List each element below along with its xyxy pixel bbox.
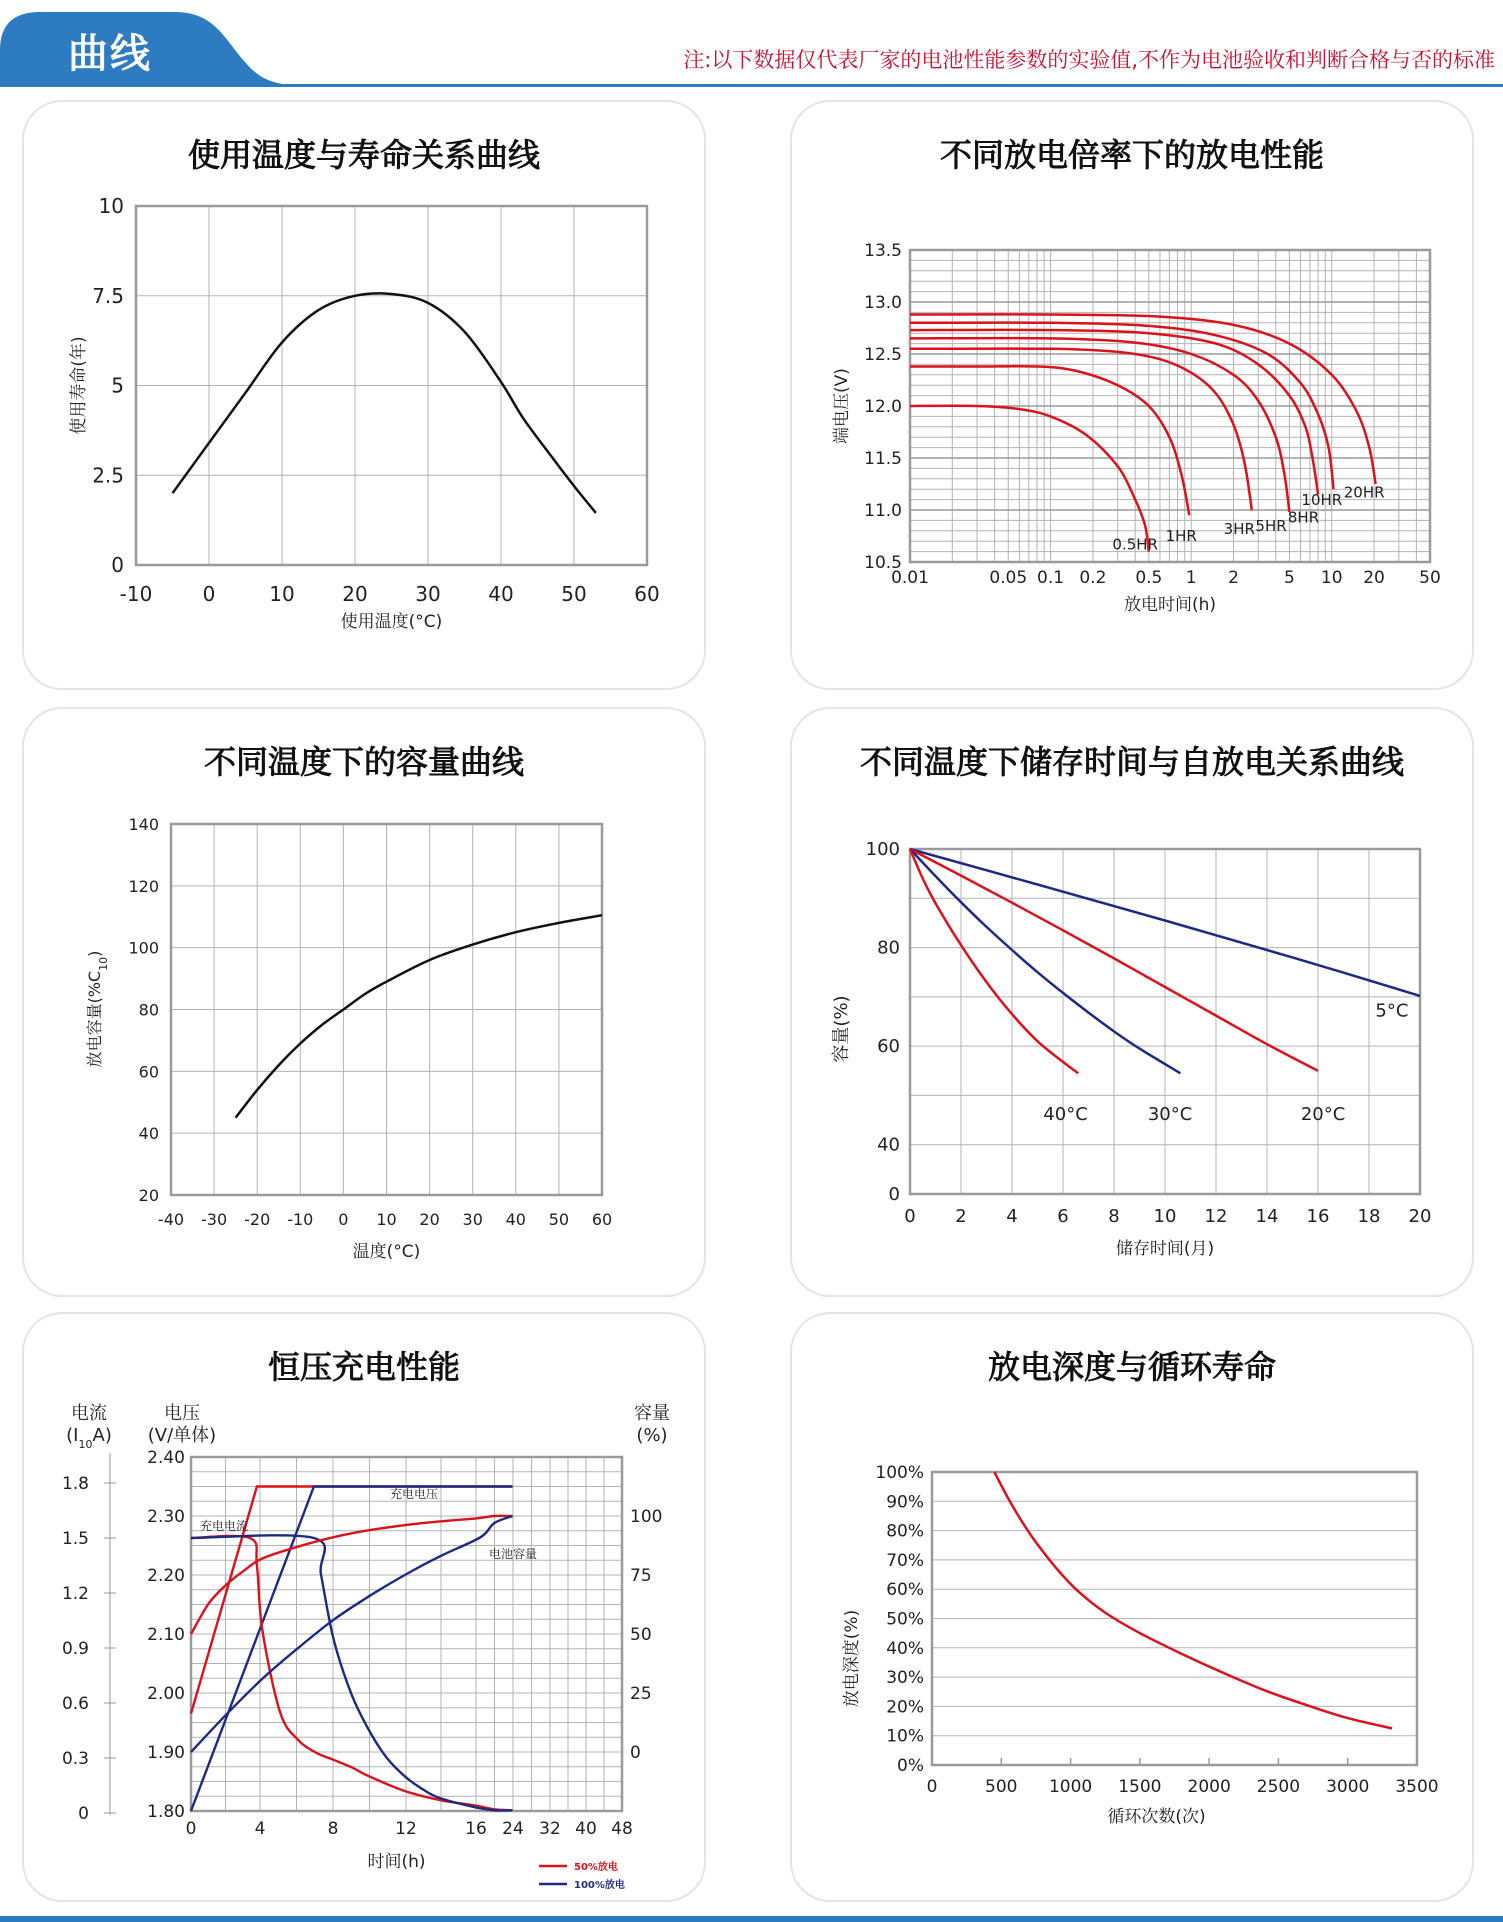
cv-charge-x-tick-label: 40 — [575, 1819, 597, 1839]
dod-cycle-y-tick-label: 70% — [886, 1550, 924, 1571]
temp-life-series-line — [173, 293, 596, 513]
dod-cycle-x-tick-label: 3000 — [1326, 1777, 1370, 1797]
temp-capacity-x-tick-label: -40 — [157, 1210, 185, 1229]
cv-charge-annotation-current: 充电电流 — [200, 1519, 249, 1533]
self-discharge-series-label: 30°C — [1147, 1104, 1193, 1126]
self-discharge-y-tick-label: 40 — [877, 1134, 900, 1156]
cv-charge-x-tick-label: 4 — [254, 1819, 266, 1839]
discharge-rate-y-tick-label: 11.5 — [864, 449, 902, 469]
dod-cycle-y-tick-label: 30% — [886, 1668, 924, 1689]
dod-cycle-y-tick-label: 40% — [886, 1638, 924, 1659]
temp-capacity-x-tick-label: 10 — [376, 1210, 397, 1229]
self-discharge-series-label: 20°C — [1300, 1104, 1346, 1126]
temp-life-x-tick-label: 30 — [415, 582, 441, 606]
temp-capacity-x-axis-label: 温度(°C) — [352, 1242, 421, 1262]
self-discharge-series-label: 5°C — [1375, 1000, 1409, 1022]
cv-charge-current-tick-label: 1.5 — [61, 1529, 89, 1549]
card-temp-capacity — [22, 707, 706, 1297]
self-discharge-x-tick-label: 16 — [1306, 1206, 1330, 1227]
self-discharge-x-tick-label: 20 — [1408, 1206, 1432, 1227]
cv-charge-x-tick-label: 24 — [502, 1819, 524, 1839]
self-discharge-y-tick-label: 0 — [888, 1184, 900, 1205]
discharge-rate-y-axis-label: 端电压(V) — [832, 368, 852, 444]
cv-charge-x-tick-label: 12 — [395, 1819, 417, 1839]
cv-charge-x-tick-label: 8 — [327, 1819, 339, 1839]
card-temp-life — [22, 100, 706, 690]
self-discharge-y-tick-label: 80 — [877, 937, 900, 959]
dod-cycle-x-tick-label: 500 — [985, 1777, 1018, 1797]
self-discharge-x-tick-label: 8 — [1108, 1206, 1120, 1227]
discharge-rate-series-label: 20HR — [1343, 483, 1385, 502]
chart-title-cv-charge: 恒压充电性能 — [267, 1348, 460, 1386]
temp-life-y-tick-label: 2.5 — [92, 463, 124, 488]
discharge-rate-x-axis-label: 放电时间(h) — [1123, 595, 1217, 615]
chart-discharge-rate — [792, 102, 1476, 692]
cv-charge-annotation-capacity: 电池容量 — [489, 1547, 538, 1561]
cv-charge-current-tick-label: 1.8 — [61, 1474, 89, 1494]
cv-charge-voltage-tick-label: 1.90 — [147, 1743, 185, 1763]
temp-capacity-x-tick-label: 30 — [462, 1210, 483, 1229]
cv-charge-x-tick-label: 0 — [185, 1819, 197, 1839]
cv-charge-x-tick-label: 32 — [539, 1819, 561, 1839]
temp-life-y-tick-label: 10 — [98, 194, 124, 218]
cv-charge-current-tick-label: 0.3 — [61, 1749, 89, 1769]
self-discharge-x-tick-label: 14 — [1255, 1206, 1279, 1227]
self-discharge-x-tick-label: 0 — [904, 1206, 916, 1227]
disclaimer-note: 注:以下数据仅代表厂家的电池性能参数的实验值,不作为电池验收和判断合格与否的标准 — [683, 48, 1495, 72]
dod-cycle-x-tick-label: 1000 — [1048, 1777, 1093, 1797]
discharge-rate-y-tick-label: 12.0 — [864, 397, 902, 417]
self-discharge-y-axis-label: 容量(%) — [831, 995, 852, 1063]
self-discharge-y-tick-label: 100 — [865, 839, 900, 860]
dod-cycle-y-tick-label: 50% — [886, 1609, 924, 1630]
self-discharge-x-tick-label: 4 — [1006, 1206, 1018, 1227]
temp-capacity-y-tick-label: 60 — [138, 1062, 159, 1082]
dod-cycle-y-axis-label: 放电深度(%) — [842, 1609, 862, 1708]
cv-charge-current-axis-unit-part: A) — [92, 1425, 112, 1446]
self-discharge-x-tick-label: 6 — [1057, 1206, 1069, 1227]
cv-charge-capacity-axis-unit: (%) — [636, 1425, 668, 1446]
discharge-rate-x-tick-label: 0.5 — [1135, 568, 1163, 588]
cv-charge-current-tick-label: 0 — [78, 1804, 89, 1824]
temp-life-x-tick-label: 20 — [342, 582, 368, 606]
cv-charge-voltage-tick-label: 2.40 — [147, 1448, 185, 1468]
chart-title-dod-cycle: 放电深度与循环寿命 — [987, 1348, 1276, 1386]
chart-title-temp-capacity: 不同温度下的容量曲线 — [203, 743, 524, 781]
self-discharge-y-tick-label: 60 — [877, 1036, 900, 1058]
cv-charge-capacity-tick-label: 75 — [630, 1566, 652, 1586]
temp-life-x-tick-label: -10 — [119, 582, 153, 606]
cv-charge-voltage-axis-unit: (V/单体) — [147, 1425, 217, 1446]
cv-charge-capacity-tick-label: 100 — [630, 1507, 663, 1527]
discharge-rate-x-tick-label: 2 — [1228, 568, 1239, 588]
temp-capacity-x-tick-label: -10 — [287, 1210, 314, 1229]
temp-capacity-y-tick-label: 80 — [138, 1000, 159, 1020]
temp-capacity-x-tick-label: 50 — [548, 1210, 570, 1229]
temp-capacity-y-tick-label: 120 — [128, 876, 159, 896]
dod-cycle-x-tick-label: 1500 — [1118, 1777, 1162, 1797]
cv-charge-current-tick-label: 0.9 — [61, 1639, 89, 1659]
page-header — [0, 0, 1503, 90]
dod-cycle-x-axis-label: 循环次数(次) — [1107, 1807, 1206, 1827]
dod-cycle-y-tick-label: 10% — [886, 1726, 924, 1747]
temp-life-y-tick-label: 5 — [111, 373, 124, 398]
temp-capacity-y-axis-label-end: ) — [85, 950, 104, 957]
temp-capacity-series-line — [236, 915, 602, 1117]
self-discharge-x-tick-label: 18 — [1357, 1206, 1381, 1227]
discharge-rate-x-tick-label: 0.1 — [1037, 568, 1065, 588]
chart-title-discharge-rate: 不同放电倍率下的放电性能 — [939, 136, 1324, 174]
temp-life-x-tick-label: 40 — [488, 582, 514, 606]
cv-charge-current-tick-label: 1.2 — [61, 1584, 89, 1604]
cv-charge-capacity-axis-title: 容量 — [634, 1403, 670, 1424]
cv-charge-capacity-tick-label: 25 — [630, 1684, 652, 1704]
temp-capacity-y-tick-label: 40 — [138, 1124, 159, 1144]
cv-charge-x-tick-label: 48 — [611, 1819, 633, 1839]
temp-capacity-x-tick-label: 60 — [591, 1210, 613, 1229]
discharge-rate-y-tick-label: 12.5 — [864, 345, 902, 365]
temp-capacity-y-tick-label: 100 — [128, 938, 159, 958]
cv-charge-series-电流-100% — [191, 1535, 513, 1810]
self-discharge-x-tick-label: 2 — [955, 1206, 967, 1227]
cv-charge-voltage-tick-label: 2.30 — [147, 1507, 185, 1527]
temp-life-x-tick-label: 60 — [634, 582, 660, 606]
temp-life-x-tick-label: 10 — [269, 582, 295, 606]
dod-cycle-x-tick-label: 3500 — [1395, 1777, 1439, 1797]
card-cv-charge — [22, 1312, 706, 1902]
dod-cycle-y-tick-label: 80% — [886, 1521, 924, 1542]
chart-dod-cycle — [792, 1314, 1476, 1904]
chart-self-discharge — [792, 709, 1476, 1299]
cv-charge-current-axis-unit-part: 10 — [78, 1437, 93, 1451]
temp-capacity-x-tick-label: -30 — [201, 1210, 228, 1229]
cv-charge-current-axis-unit-part: (I — [66, 1425, 79, 1446]
cv-charge-voltage-axis-title: 电压 — [164, 1403, 200, 1424]
discharge-rate-series-label: 10HR — [1301, 490, 1343, 509]
temp-capacity-x-tick-label: 20 — [419, 1210, 440, 1229]
self-discharge-series-label: 40°C — [1043, 1104, 1088, 1126]
temp-life-y-tick-label: 0 — [111, 553, 124, 577]
dod-cycle-y-tick-label: 60% — [886, 1580, 924, 1601]
self-discharge-series-30°C — [910, 849, 1180, 1073]
cv-charge-current-tick-label: 0.6 — [61, 1694, 89, 1714]
discharge-rate-x-tick-label: 50 — [1419, 568, 1441, 588]
cv-charge-capacity-tick-label: 50 — [630, 1625, 652, 1645]
dod-cycle-x-tick-label: 0 — [926, 1777, 938, 1797]
temp-capacity-y-axis-label-sub: 10 — [96, 956, 110, 971]
discharge-rate-series-label: 3HR — [1223, 519, 1255, 538]
dod-cycle-x-tick-label: 2500 — [1256, 1777, 1301, 1797]
discharge-rate-x-tick-label: 0.05 — [989, 568, 1028, 588]
cv-charge-x-tick-label: 16 — [465, 1819, 487, 1839]
section-title: 曲线 — [68, 31, 152, 77]
dod-cycle-y-tick-label: 100% — [875, 1463, 924, 1483]
cv-charge-legend-label: 100%放电 — [574, 1880, 625, 1891]
card-discharge-rate — [790, 100, 1474, 690]
self-discharge-x-tick-label: 12 — [1204, 1206, 1228, 1227]
cv-charge-legend-label: 50%放电 — [574, 1862, 618, 1873]
card-self-discharge — [790, 707, 1474, 1297]
cv-charge-x-axis-label: 时间(h) — [367, 1852, 426, 1872]
temp-capacity-y-tick-label: 20 — [138, 1186, 159, 1205]
card-dod-cycle — [790, 1312, 1474, 1902]
cv-charge-current-axis-title: 电流 — [71, 1403, 107, 1424]
discharge-rate-series-label: 0.5HR — [1112, 535, 1158, 554]
discharge-rate-x-tick-label: 0.01 — [891, 568, 929, 588]
discharge-rate-y-tick-label: 13.5 — [864, 241, 902, 261]
temp-capacity-y-axis-label — [85, 951, 110, 1068]
temp-capacity-x-tick-label: -20 — [244, 1210, 271, 1229]
discharge-rate-x-tick-label: 20 — [1363, 568, 1385, 588]
self-discharge-series-40°C — [910, 849, 1078, 1073]
discharge-rate-series-label: 8HR — [1287, 508, 1320, 527]
discharge-rate-x-tick-label: 1 — [1185, 568, 1197, 588]
dod-cycle-series-line — [994, 1472, 1392, 1728]
discharge-rate-x-tick-label: 10 — [1320, 568, 1343, 588]
dod-cycle-x-tick-label: 2000 — [1187, 1777, 1231, 1797]
chart-title-self-discharge: 不同温度下储存时间与自放电关系曲线 — [859, 743, 1404, 781]
temp-capacity-x-tick-label: 0 — [338, 1210, 349, 1229]
temp-capacity-y-axis-label-main: 放电容量(%C — [85, 970, 104, 1068]
cv-charge-annotation-voltage: 充电电压 — [389, 1487, 439, 1501]
temp-life-x-tick-label: 50 — [561, 582, 587, 606]
temp-capacity-y-tick-label: 140 — [128, 815, 159, 834]
dod-cycle-y-tick-label: 90% — [886, 1492, 924, 1513]
cv-charge-series-电流-50% — [191, 1536, 513, 1810]
footer-bar — [0, 1916, 1503, 1922]
discharge-rate-series-label: 1HR — [1165, 527, 1197, 546]
chart-title-temp-life: 使用温度与寿命关系曲线 — [187, 136, 540, 174]
self-discharge-x-axis-label: 储存时间(月) — [1115, 1239, 1215, 1259]
cv-charge-voltage-tick-label: 2.00 — [147, 1684, 185, 1704]
temp-life-x-tick-label: 0 — [202, 582, 216, 606]
temp-life-y-axis-label: 使用寿命(年) — [69, 336, 89, 435]
self-discharge-x-tick-label: 10 — [1153, 1206, 1177, 1227]
cv-charge-voltage-tick-label: 2.20 — [147, 1566, 185, 1586]
cv-charge-voltage-tick-label: 1.80 — [147, 1802, 185, 1822]
cv-charge-voltage-tick-label: 2.10 — [147, 1625, 185, 1645]
cv-charge-capacity-tick-label: 0 — [630, 1743, 641, 1763]
chart-temp-life — [24, 102, 708, 692]
dod-cycle-y-tick-label: 0% — [897, 1756, 924, 1776]
discharge-rate-y-tick-label: 10.5 — [864, 553, 902, 573]
temp-life-x-axis-label: 使用温度(°C) — [340, 612, 443, 632]
discharge-rate-y-tick-label: 13.0 — [864, 293, 902, 313]
discharge-rate-series-label: 5HR — [1255, 516, 1287, 535]
cv-charge-current-axis-unit — [66, 1425, 112, 1451]
discharge-rate-x-tick-label: 0.2 — [1079, 568, 1107, 588]
chart-temp-capacity — [24, 709, 708, 1299]
discharge-rate-x-tick-label: 5 — [1284, 568, 1295, 588]
temp-life-y-tick-label: 7.5 — [92, 283, 124, 308]
chart-cv-charge — [24, 1314, 708, 1904]
dod-cycle-y-tick-label: 20% — [886, 1697, 924, 1718]
temp-capacity-x-tick-label: 40 — [505, 1210, 526, 1229]
discharge-rate-y-tick-label: 11.0 — [864, 501, 902, 521]
